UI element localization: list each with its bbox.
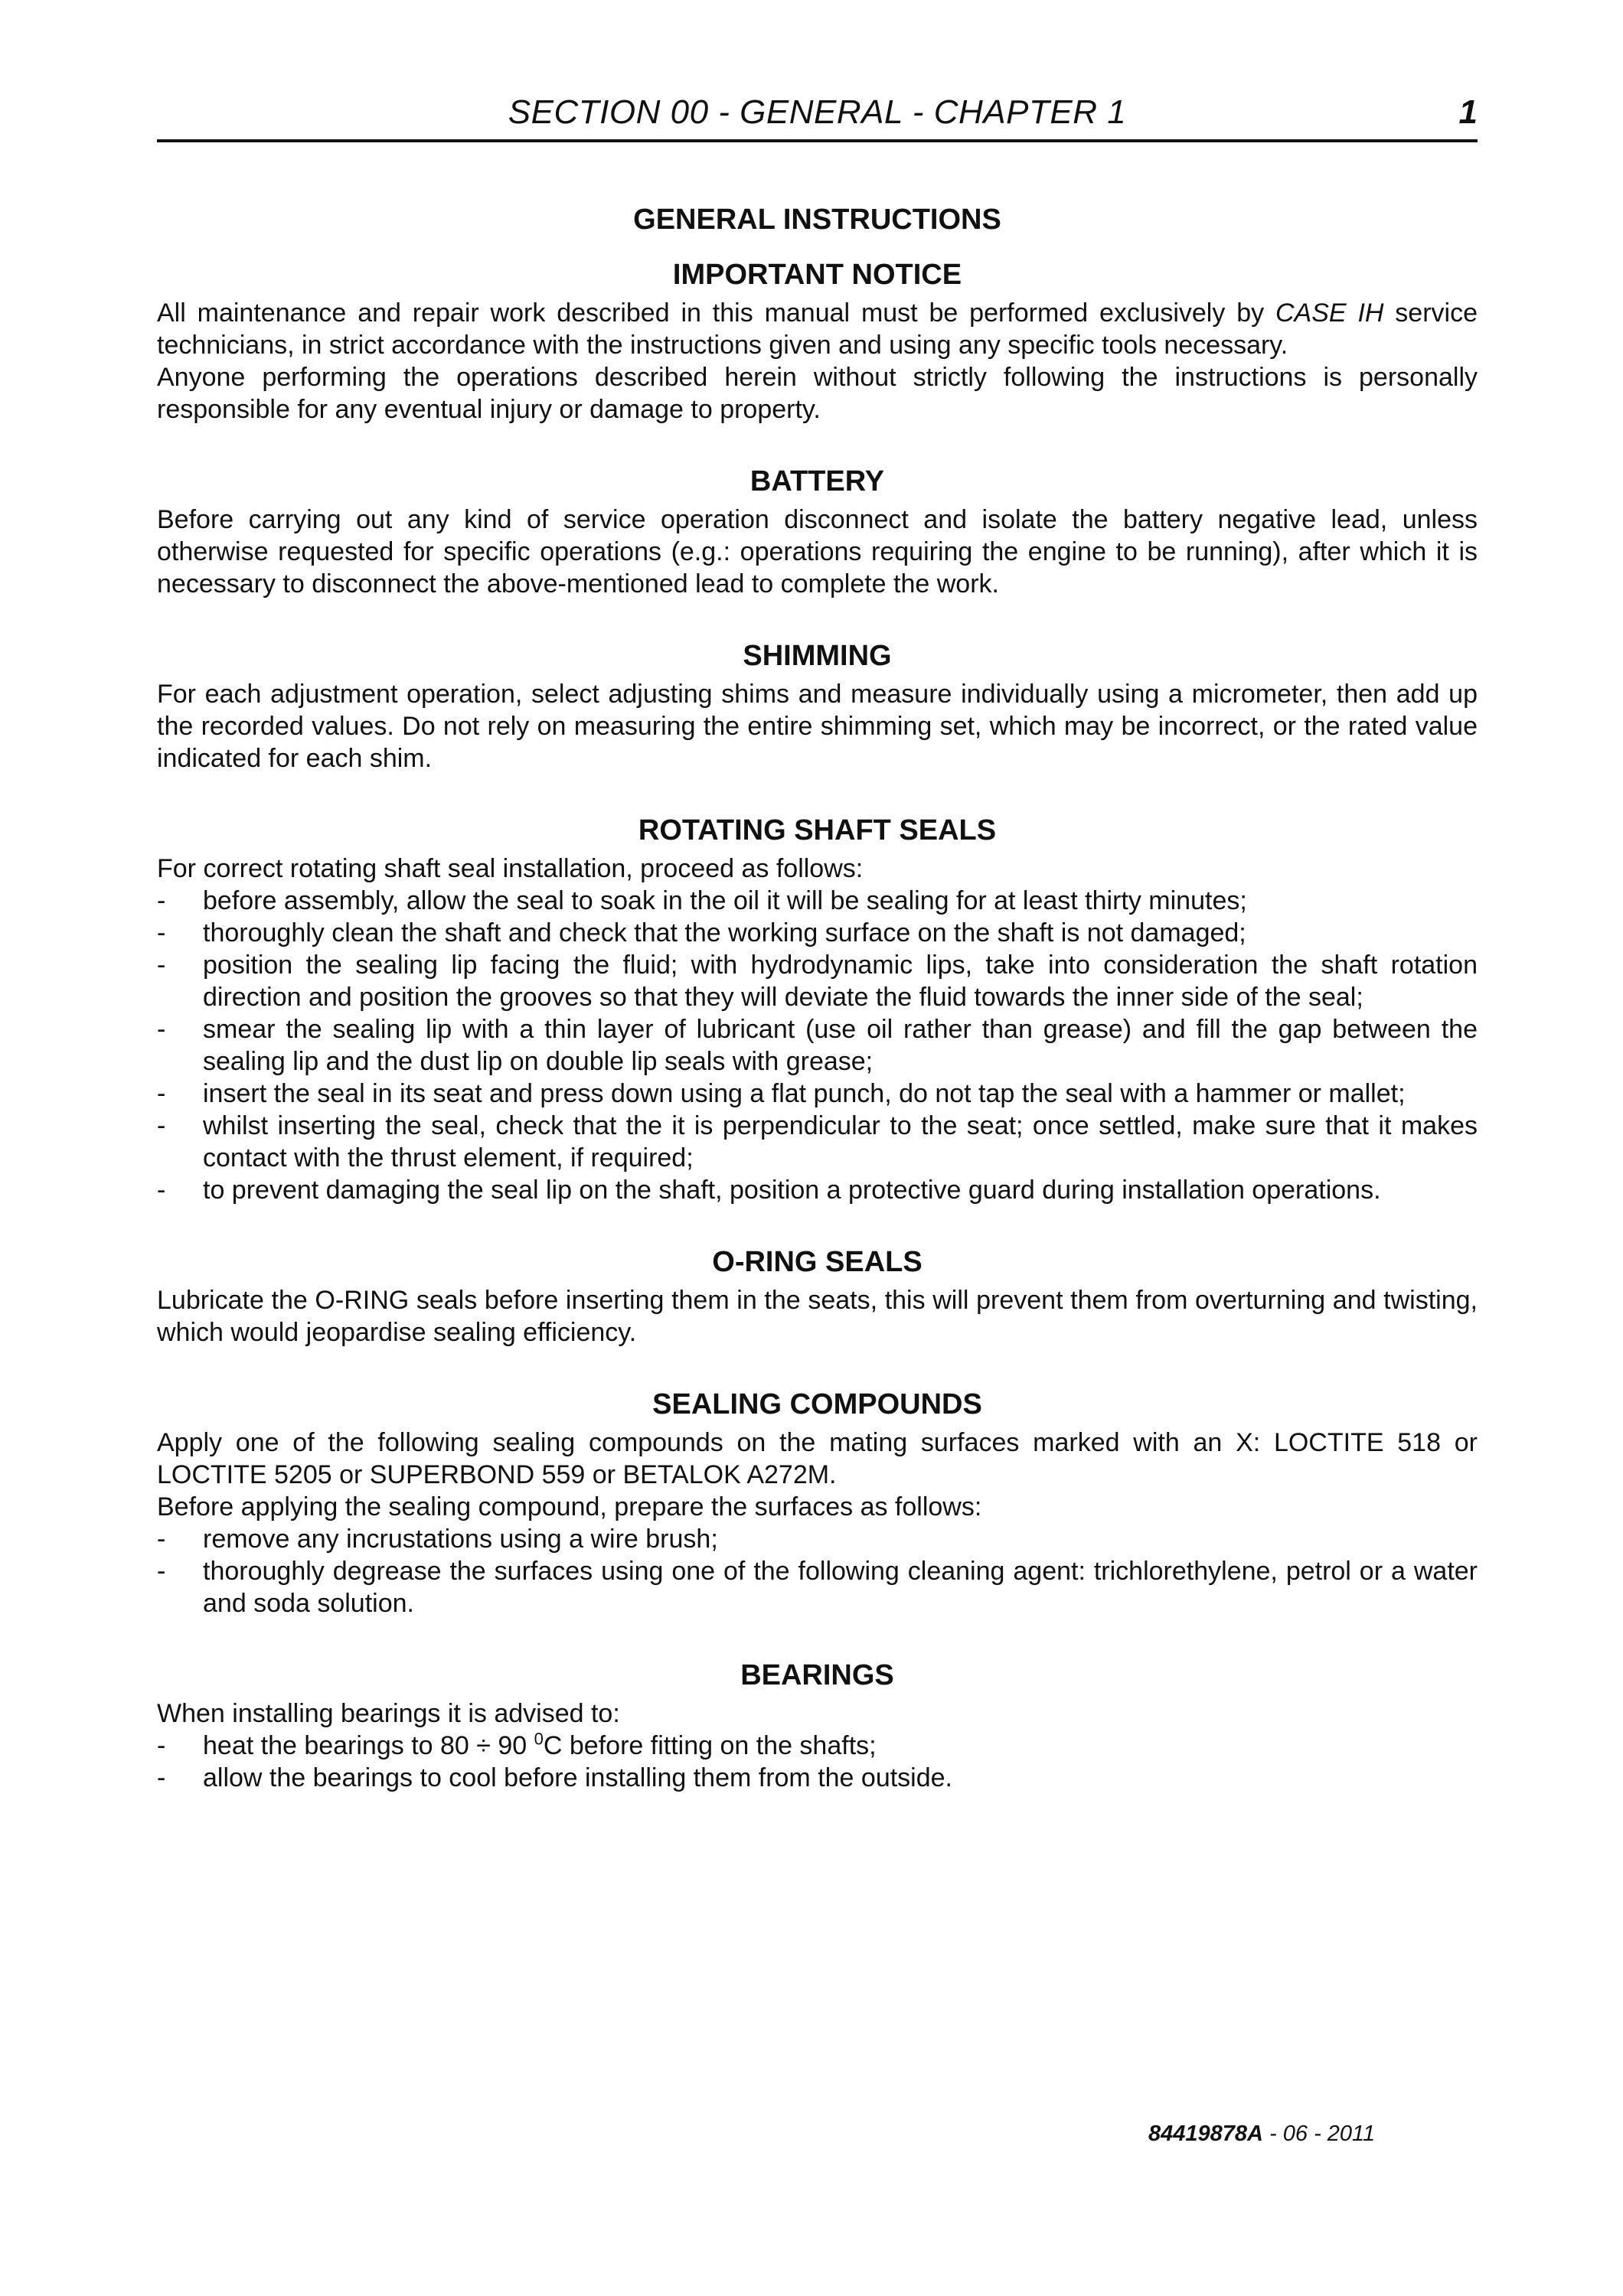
heading-battery: BATTERY: [749, 465, 885, 497]
list-item: [157, 1174, 1478, 1206]
section-title: SECTION 00 - GENERAL - CHAPTER 1: [508, 93, 1127, 131]
list-item-text-post: C before fitting on the shafts;: [543, 1731, 877, 1760]
list-item-text: thoroughly clean the shaft and check that the working surface on the shaft is not damaged;: [203, 918, 1246, 947]
document-date: - 06 - 2011: [1262, 2122, 1376, 2146]
list-item-text: to prevent damaging the seal lip on the shaft, position a protective guard during installation operations.: [203, 1176, 1381, 1205]
list-item-text: before assembly, allow the seal to soak in the oil it will be sealing for at least thirty minutes;: [203, 886, 1247, 915]
list-dash: -: [157, 1557, 166, 1586]
rotating-shaft-seals-intro: For correct rotating shaft seal installation, proceed as follows:: [157, 854, 864, 883]
battery-paragraph: Before carrying out any kind of service operation disconnect and isolate the battery negative lead, unless otherwise requested for specific operations (e.g.: operations requiring the engine to be running), after which it is necessary to disconnect the above-mentioned lead to complete the work.: [157, 505, 1478, 598]
degree-superscript: 0: [534, 1729, 544, 1749]
list-dash: -: [157, 1176, 166, 1205]
list-item-text: thoroughly degrease the surfaces using one of the following cleaning agent: trichlorethylene, petrol or a water and soda solution.: [203, 1557, 1478, 1618]
document-code: 84419878A: [1148, 2122, 1263, 2146]
list-item-text: position the sealing lip facing the fluid; with hydrodynamic lips, take into consideration the shaft rotation direction and position the grooves so that they will deviate the fluid towards the inner side of the seal;: [203, 951, 1478, 1012]
sealing-compounds-list: [157, 1523, 1478, 1619]
important-notice-paragraph-2: Anyone performing the operations described herein without strictly following the instructions is personally responsible for any eventual injury or damage to property.: [157, 363, 1478, 424]
page-content: [157, 201, 1478, 1794]
list-item-text: heat the bearings to 80 ÷ 90: [203, 1731, 534, 1760]
page-number: 1: [1458, 93, 1478, 131]
rotating-shaft-seals-list: [157, 885, 1478, 1206]
list-item: [157, 1013, 1478, 1078]
list-item: [157, 1523, 1478, 1555]
heading-o-ring-seals: O-RING SEALS: [712, 1246, 923, 1278]
list-item-text: remove any incrustations using a wire brush;: [203, 1525, 718, 1554]
bearings-list: [157, 1730, 1478, 1794]
notice-text-post: service technicians, in strict accordance with the instructions given and using any specific tools necessary.: [157, 298, 1478, 360]
list-item: [157, 917, 1478, 949]
list-dash: -: [157, 1731, 166, 1760]
shimming-paragraph: For each adjustment operation, select adjusting shims and measure individually using a micrometer, then add up the recorded values. Do not rely on measuring the entire shimming set, which may be incorrect, or the rated value indicated for each shim.: [157, 680, 1478, 773]
list-item-text: insert the seal in its seat and press down using a flat punch, do not tap the seal with a hammer or mallet;: [203, 1079, 1406, 1108]
heading-important-notice: IMPORTANT NOTICE: [672, 259, 962, 291]
list-item: [157, 1555, 1478, 1619]
list-dash: -: [157, 1525, 166, 1554]
list-dash: -: [157, 886, 166, 915]
brand-name: CASE IH: [1275, 298, 1384, 328]
list-dash: -: [157, 951, 166, 980]
list-dash: -: [157, 1763, 166, 1792]
list-dash: -: [157, 1015, 166, 1044]
list-item: [157, 1078, 1478, 1110]
heading-bearings: BEARINGS: [740, 1659, 894, 1691]
list-dash: -: [157, 1111, 166, 1140]
page-header: [157, 90, 1478, 142]
sealing-compounds-paragraph-1: Apply one of the following sealing compounds on the mating surfaces marked with an X: LOCTITE 518 or LOCTITE 5205 or SUPERBOND 559 or BETALOK A272M.: [157, 1428, 1478, 1489]
sealing-compounds-paragraph-2: Before applying the sealing compound, prepare the surfaces as follows:: [157, 1492, 982, 1521]
list-item: [157, 949, 1478, 1013]
o-ring-seals-paragraph: Lubricate the O-RING seals before inserting them in the seats, this will prevent them from overturning and twisting, which would jeopardise sealing efficiency.: [157, 1286, 1478, 1347]
important-notice-paragraph-1: [157, 297, 1478, 361]
heading-rotating-shaft-seals: ROTATING SHAFT SEALS: [638, 814, 997, 846]
heading-shimming: SHIMMING: [743, 640, 892, 672]
list-item: [157, 885, 1478, 917]
list-item: [157, 1762, 1478, 1794]
page-footer: [1148, 2122, 1375, 2147]
list-dash: -: [157, 918, 166, 947]
list-item-text: smear the sealing lip with a thin layer of lubricant (use oil rather than grease) and fill the gap between the sealing lip and the dust lip on double lip seals with grease;: [203, 1015, 1478, 1076]
heading-sealing-compounds: SEALING COMPOUNDS: [652, 1388, 982, 1420]
list-dash: -: [157, 1079, 166, 1108]
list-item: [157, 1730, 1478, 1762]
list-item-text: whilst inserting the seal, check that the it is perpendicular to the seat; once settled, make sure that it makes contact with the thrust element, if required;: [203, 1111, 1478, 1172]
document-title: GENERAL INSTRUCTIONS: [633, 204, 1001, 236]
notice-text-pre: All maintenance and repair work described in this manual must be performed exclusively by: [157, 298, 1275, 328]
bearings-intro: When installing bearings it is advised to:: [157, 1699, 620, 1728]
list-item-text: allow the bearings to cool before installing them from the outside.: [203, 1763, 952, 1792]
list-item: [157, 1110, 1478, 1174]
